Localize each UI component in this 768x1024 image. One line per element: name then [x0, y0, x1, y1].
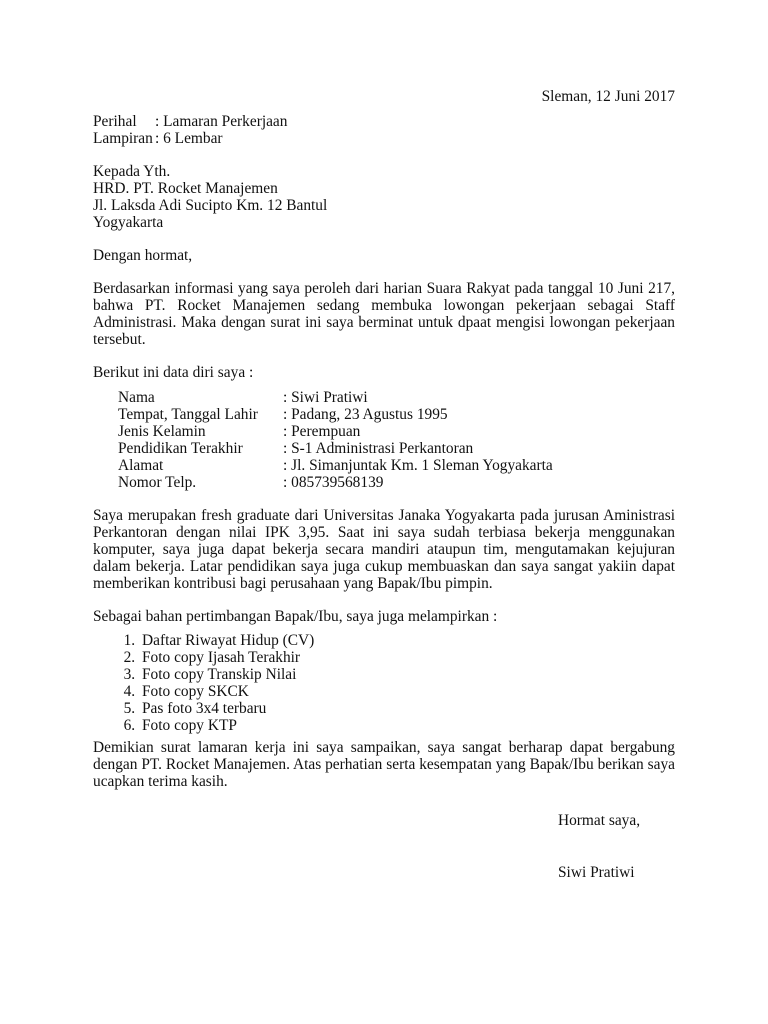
list-item: 6. Foto copy KTP: [139, 717, 675, 734]
perihal-row: [93, 113, 675, 130]
perihal-label: Perihal: [93, 113, 137, 130]
personal-value: : Siwi Pratiwi: [283, 389, 368, 406]
letter-date: Sleman, 12 Juni 2017: [541, 88, 675, 105]
recipient-line: Kepada Yth.: [93, 163, 171, 180]
personal-row: [118, 389, 675, 406]
lampiran-row: [93, 130, 675, 147]
personal-row: [118, 474, 675, 491]
list-item: 2. Foto copy Ijasah Terakhir: [139, 649, 675, 666]
paragraph-intro: Berdasarkan informasi yang saya peroleh dari harian Suara Rakyat pada tanggal 10 Juni 217, bahwa PT. Rocket Manajemen sedang membuka lowongan pekerjaan sebagai Staff Administrasi. Maka dengan surat ini saya berminat untuk dpaat mengisi lowongan pekerjaan tersebut.: [93, 280, 675, 348]
personal-row: [118, 457, 675, 474]
perihal-value: : Lamaran Perkerjaan: [155, 113, 288, 130]
recipient-block: [93, 163, 675, 231]
lampiran-label: Lampiran: [93, 130, 153, 147]
letter-page: [93, 88, 675, 892]
personal-key: Tempat, Tanggal Lahir: [118, 406, 258, 423]
paragraph-closing: Demikian surat lamaran kerja ini saya sampaikan, saya sangat berharap dapat bergabung dengan PT. Rocket Manajemen. Atas perhatian serta kesempatan yang Bapak/Ibu berikan saya ucapkan terima kasih.: [93, 739, 675, 790]
personal-row: [118, 423, 675, 440]
attachments-intro: Sebagai bahan pertimbangan Bapak/Ibu, saya juga melampirkan :: [93, 608, 498, 625]
list-item: 5. Pas foto 3x4 terbaru: [139, 700, 675, 717]
personal-key: Alamat: [118, 457, 164, 474]
personal-row: [118, 406, 675, 423]
data-intro: Berikut ini data diri saya :: [93, 364, 254, 381]
personal-data-table: [118, 389, 675, 491]
personal-row: [118, 440, 675, 457]
attachments-list: [93, 632, 675, 734]
personal-key: Jenis Kelamin: [118, 423, 206, 440]
personal-value: : Jl. Simanjuntak Km. 1 Sleman Yogyakarta: [283, 457, 553, 474]
list-item: 3. Foto copy Transkip Nilai: [139, 666, 675, 683]
personal-value: : S-1 Administrasi Perkantoran: [283, 440, 474, 457]
personal-value: : 085739568139: [283, 474, 384, 491]
greeting: Dengan hormat,: [93, 247, 193, 264]
recipient-line: Jl. Laksda Adi Sucipto Km. 12 Bantul: [93, 197, 328, 214]
subject-block: [93, 113, 675, 147]
paragraph-qualification: Saya merupakan fresh graduate dari Universitas Janaka Yogyakarta pada jurusan Aministrasi Perkantoran dengan nilai IPK 3,95. Saat ini saya sudah terbiasa bekerja menggunakan komputer, saya juga dapat bekerja secara mandiri ataupun tim, mengutamakan kejujuran dalam bekerja. Latar pendidikan saya juga cukup membuaskan dan saya sangat yakiin dapat memberikan kontribusi bagi perusahaan yang Bapak/Ibu pimpin.: [93, 507, 675, 592]
signature-name: Siwi Pratiwi: [558, 864, 635, 881]
personal-key: Nomor Telp.: [118, 474, 197, 491]
signature-block: [93, 812, 675, 892]
list-item: 4. Foto copy SKCK: [139, 683, 675, 700]
personal-value: : Perempuan: [283, 423, 361, 440]
list-item: 1. Daftar Riwayat Hidup (CV): [139, 632, 675, 649]
personal-key: Nama: [118, 389, 155, 406]
personal-key: Pendidikan Terakhir: [118, 440, 243, 457]
lampiran-value: : 6 Lembar: [155, 130, 223, 147]
recipient-line: HRD. PT. Rocket Manajemen: [93, 180, 278, 197]
recipient-line: Yogyakarta: [93, 214, 164, 231]
personal-value: : Padang, 23 Agustus 1995: [283, 406, 448, 423]
closing-salutation: Hormat saya,: [558, 812, 641, 829]
